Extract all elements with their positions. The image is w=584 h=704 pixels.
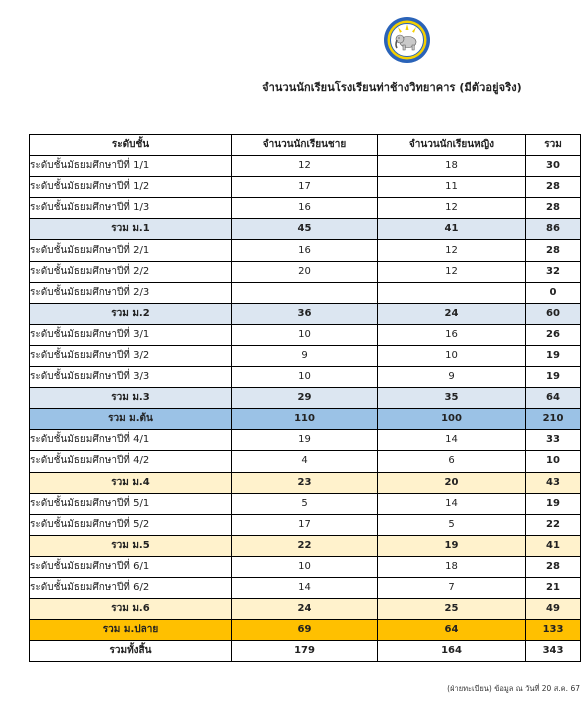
male-count: 20 bbox=[232, 261, 378, 282]
table-row bbox=[30, 261, 581, 282]
male-count: 45 bbox=[232, 219, 378, 240]
total-count: 22 bbox=[526, 514, 581, 535]
student-count-table bbox=[29, 134, 581, 662]
subtotal-row bbox=[30, 599, 581, 620]
table-row bbox=[30, 282, 581, 303]
male-count: 10 bbox=[232, 367, 378, 388]
male-count: 12 bbox=[232, 156, 378, 177]
male-count: 179 bbox=[232, 641, 378, 662]
header-level: ระดับชั้น bbox=[30, 135, 232, 156]
row-label: รวม ม.4 bbox=[30, 472, 232, 493]
female-count bbox=[378, 282, 526, 303]
row-label: รวม ม.1 bbox=[30, 219, 232, 240]
total-count: 19 bbox=[526, 493, 581, 514]
total-count: 10 bbox=[526, 451, 581, 472]
female-count: 6 bbox=[378, 451, 526, 472]
female-count: 10 bbox=[378, 345, 526, 366]
total-count: 0 bbox=[526, 282, 581, 303]
row-label: ระดับชั้นมัธยมศึกษาปีที่ 1/1 bbox=[30, 156, 232, 177]
total-count: 28 bbox=[526, 556, 581, 577]
male-count: 36 bbox=[232, 303, 378, 324]
table-row bbox=[30, 367, 581, 388]
row-label: ระดับชั้นมัธยมศึกษาปีที่ 2/2 bbox=[30, 261, 232, 282]
male-count: 14 bbox=[232, 577, 378, 598]
total-count: 30 bbox=[526, 156, 581, 177]
female-count: 164 bbox=[378, 641, 526, 662]
subtotal-row bbox=[30, 620, 581, 641]
total-count: 64 bbox=[526, 388, 581, 409]
male-count: 10 bbox=[232, 324, 378, 345]
row-label: ระดับชั้นมัธยมศึกษาปีที่ 4/1 bbox=[30, 430, 232, 451]
header-male: จำนวนนักเรียนชาย bbox=[232, 135, 378, 156]
row-label: ระดับชั้นมัธยมศึกษาปีที่ 4/2 bbox=[30, 451, 232, 472]
total-count: 28 bbox=[526, 177, 581, 198]
female-count: 9 bbox=[378, 367, 526, 388]
table-row bbox=[30, 324, 581, 345]
school-emblem-elephant-icon bbox=[383, 16, 431, 64]
female-count: 100 bbox=[378, 409, 526, 430]
total-count: 43 bbox=[526, 472, 581, 493]
male-count: 16 bbox=[232, 240, 378, 261]
female-count: 16 bbox=[378, 324, 526, 345]
row-label: ระดับชั้นมัธยมศึกษาปีที่ 2/1 bbox=[30, 240, 232, 261]
subtotal-row bbox=[30, 303, 581, 324]
row-label: รวม ม.ปลาย bbox=[30, 620, 232, 641]
table-row bbox=[30, 451, 581, 472]
total-count: 86 bbox=[526, 219, 581, 240]
row-label: รวม ม.2 bbox=[30, 303, 232, 324]
male-count: 22 bbox=[232, 535, 378, 556]
female-count: 5 bbox=[378, 514, 526, 535]
male-count: 24 bbox=[232, 599, 378, 620]
total-count: 19 bbox=[526, 367, 581, 388]
total-count: 49 bbox=[526, 599, 581, 620]
table-row bbox=[30, 514, 581, 535]
subtotal-row bbox=[30, 219, 581, 240]
table-row bbox=[30, 577, 581, 598]
row-label: รวม ม.3 bbox=[30, 388, 232, 409]
total-count: 21 bbox=[526, 577, 581, 598]
page-title: จำนวนนักเรียนโรงเรียนท่าช้างวิทยาคาร (มีตัวอยู่จริง) bbox=[262, 81, 522, 94]
male-count: 5 bbox=[232, 493, 378, 514]
female-count: 64 bbox=[378, 620, 526, 641]
female-count: 14 bbox=[378, 493, 526, 514]
subtotal-row bbox=[30, 388, 581, 409]
table-row bbox=[30, 240, 581, 261]
female-count: 18 bbox=[378, 556, 526, 577]
female-count: 25 bbox=[378, 599, 526, 620]
row-label: ระดับชั้นมัธยมศึกษาปีที่ 5/1 bbox=[30, 493, 232, 514]
row-label: ระดับชั้นมัธยมศึกษาปีที่ 6/1 bbox=[30, 556, 232, 577]
female-count: 41 bbox=[378, 219, 526, 240]
total-count: 26 bbox=[526, 324, 581, 345]
male-count: 23 bbox=[232, 472, 378, 493]
table-row bbox=[30, 556, 581, 577]
female-count: 12 bbox=[378, 198, 526, 219]
total-count: 19 bbox=[526, 345, 581, 366]
table-row bbox=[30, 198, 581, 219]
female-count: 12 bbox=[378, 240, 526, 261]
table-row bbox=[30, 430, 581, 451]
header-total: รวม bbox=[526, 135, 581, 156]
row-label: รวมทั้งสิ้น bbox=[30, 641, 232, 662]
grand-total-row bbox=[30, 641, 581, 662]
male-count: 29 bbox=[232, 388, 378, 409]
female-count: 11 bbox=[378, 177, 526, 198]
male-count: 17 bbox=[232, 177, 378, 198]
female-count: 18 bbox=[378, 156, 526, 177]
table-row bbox=[30, 345, 581, 366]
total-count: 343 bbox=[526, 641, 581, 662]
subtotal-row bbox=[30, 409, 581, 430]
row-label: รวม ม.ต้น bbox=[30, 409, 232, 430]
male-count: 17 bbox=[232, 514, 378, 535]
table-header-row bbox=[30, 135, 581, 156]
table-row bbox=[30, 177, 581, 198]
row-label: รวม ม.6 bbox=[30, 599, 232, 620]
row-label: ระดับชั้นมัธยมศึกษาปีที่ 1/3 bbox=[30, 198, 232, 219]
female-count: 12 bbox=[378, 261, 526, 282]
total-count: 32 bbox=[526, 261, 581, 282]
total-count: 210 bbox=[526, 409, 581, 430]
row-label: ระดับชั้นมัธยมศึกษาปีที่ 5/2 bbox=[30, 514, 232, 535]
male-count: 9 bbox=[232, 345, 378, 366]
male-count bbox=[232, 282, 378, 303]
row-label: รวม ม.5 bbox=[30, 535, 232, 556]
row-label: ระดับชั้นมัธยมศึกษาปีที่ 3/1 bbox=[30, 324, 232, 345]
total-count: 41 bbox=[526, 535, 581, 556]
table-row bbox=[30, 156, 581, 177]
row-label: ระดับชั้นมัธยมศึกษาปีที่ 3/3 bbox=[30, 367, 232, 388]
male-count: 110 bbox=[232, 409, 378, 430]
source-footnote: (ฝ่ายทะเบียน) ข้อมูล ณ วันที่ 20 ส.ค. 67 bbox=[447, 684, 580, 693]
female-count: 24 bbox=[378, 303, 526, 324]
male-count: 19 bbox=[232, 430, 378, 451]
row-label: ระดับชั้นมัธยมศึกษาปีที่ 2/3 bbox=[30, 282, 232, 303]
total-count: 133 bbox=[526, 620, 581, 641]
row-label: ระดับชั้นมัธยมศึกษาปีที่ 6/2 bbox=[30, 577, 232, 598]
total-count: 60 bbox=[526, 303, 581, 324]
male-count: 16 bbox=[232, 198, 378, 219]
subtotal-row bbox=[30, 535, 581, 556]
female-count: 20 bbox=[378, 472, 526, 493]
total-count: 28 bbox=[526, 240, 581, 261]
female-count: 14 bbox=[378, 430, 526, 451]
row-label: ระดับชั้นมัธยมศึกษาปีที่ 1/2 bbox=[30, 177, 232, 198]
male-count: 69 bbox=[232, 620, 378, 641]
male-count: 10 bbox=[232, 556, 378, 577]
subtotal-row bbox=[30, 472, 581, 493]
total-count: 33 bbox=[526, 430, 581, 451]
table-row bbox=[30, 493, 581, 514]
row-label: ระดับชั้นมัธยมศึกษาปีที่ 3/2 bbox=[30, 345, 232, 366]
total-count: 28 bbox=[526, 198, 581, 219]
female-count: 19 bbox=[378, 535, 526, 556]
female-count: 7 bbox=[378, 577, 526, 598]
male-count: 4 bbox=[232, 451, 378, 472]
header-female: จำนวนนักเรียนหญิง bbox=[378, 135, 526, 156]
female-count: 35 bbox=[378, 388, 526, 409]
